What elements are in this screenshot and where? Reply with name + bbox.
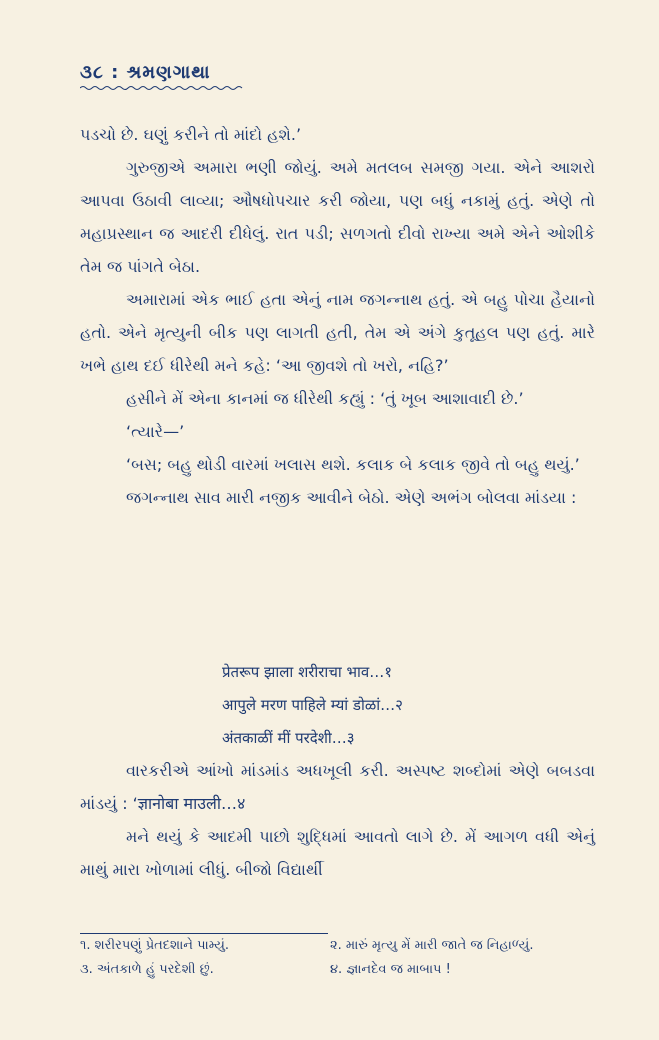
- paragraph-5: ‘ત્યારે—’: [126, 422, 185, 441]
- abhang-verse: [222, 656, 403, 755]
- running-header: [80, 62, 211, 83]
- paragraph-8: વારકરીએ આંખો માંડમાંડ અધખૂલી કરી. અસ્પષ્ટ શબ્દોમાં એણે બબડવા માંડયું : ‘ज्ञानोबा माउली…४: [80, 761, 595, 813]
- footnote-1: ૧. શરીરપણું પ્રેતદશાને પામ્યું.: [80, 938, 230, 953]
- footnote-rule: [80, 933, 328, 934]
- paragraph-1: પડચો છે. ઘણું કરીને તો માંદો હશે.’: [80, 125, 302, 144]
- paragraph-2: ગુરુજીએ અમારા ભણી જોયું. અમે મતલબ સમજી ગયા. એને આશરો આપવા ઉઠાવી લાવ્યા; ઔષધોપચાર કરી જોયા, પણ બધું નકામું હતું. એણે તો મહાપ્રસ્થાન જ આદરી દીધેલું. રાત પડી; સળગતો દીવો રાખ્યા અમે એને ઓશીકે તેમ જ પાંગતે બેઠા.: [80, 158, 595, 276]
- verse-line-1: प्रेतरूप झाला शरीराचा भाव…१: [222, 663, 393, 681]
- page-number: ૩૮: [80, 62, 104, 83]
- body-text-top: [80, 118, 595, 514]
- paragraph-3: અમારામાં એક ભાઈ હતા એનું નામ જગન્નાથ હતું. એ બહુ પોચા હૈયાનો હતો. એને મૃત્યુની બીક પણ લાગતી હતી, તેમ એ અંગે કુતૂહલ પણ હતું. મારે ખભે હાથ દઈ ધીરેથી મને કહે: ‘આ જીવશે તો ખરો, નહિ?’: [80, 290, 595, 375]
- header-separator: :: [111, 62, 120, 83]
- header-wavy-underline: [80, 84, 245, 92]
- body-text-bottom: [80, 754, 595, 886]
- verse-line-3: अंतकाळीं मीं परदेशी…३: [222, 729, 355, 747]
- footnote-2: ૨. મારું મૃત્યુ મેં મારી જાતે જ નિહાળ્યું.: [330, 938, 534, 953]
- paragraph-9: મને થયું કે આદમી પાછો શુદ્ધિમાં આવતો લાગે છે. મેં આગળ વધી એનું માથું મારા ખોળામાં લીધું. બીજો વિદ્યાર્થી: [80, 827, 595, 879]
- paragraph-6: ‘બસ; બહુ થોડી વારમાં ખલાસ થશે. કલાક બે કલાક જીવે તો બહુ થયું.’: [126, 455, 580, 474]
- footnote-4: ૪. જ્ઞાનદેવ જ માબાપ !: [330, 962, 451, 977]
- footnote-3: ૩. અંતકાળે હું પરદેશી છું.: [80, 962, 214, 977]
- paragraph-4: હસીને મેં એના કાનમાં જ ધીરેથી કહ્યું : ‘તું ખૂબ આશાવાદી છે.’: [126, 389, 524, 408]
- paragraph-7: જગન્નાથ સાવ મારી નજીક આવીને બેઠો. એણે અભંગ બોલવા માંડયા :: [126, 488, 577, 507]
- book-title: શ્રમણગાથા: [126, 62, 211, 83]
- verse-line-2: आपुले मरण पाहिले म्यां डोळां…२: [222, 696, 403, 714]
